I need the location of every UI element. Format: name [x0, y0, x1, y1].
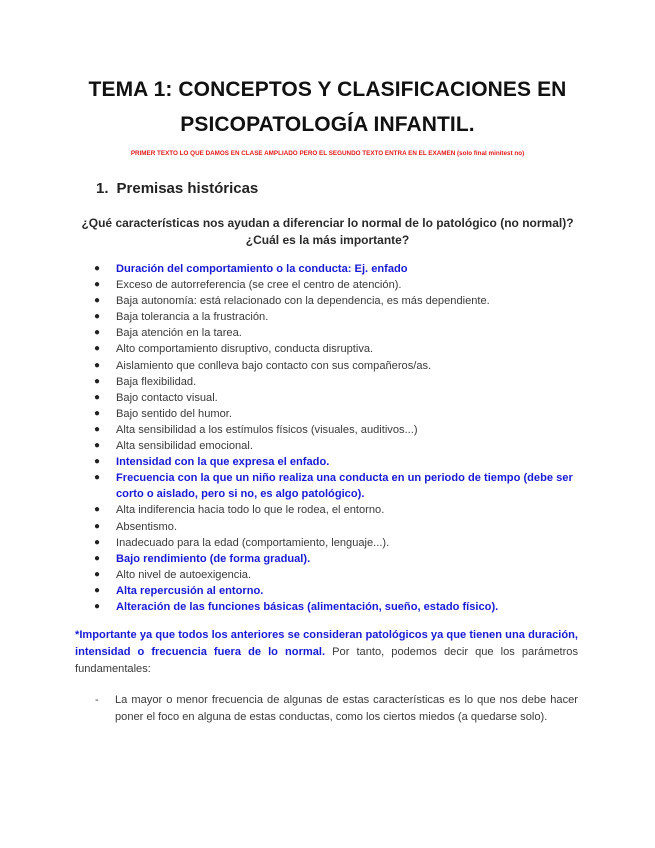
document-title-line-2: PSICOPATOLOGÍA INFANTIL.	[180, 113, 475, 136]
list-item-text: Alta indiferencia hacia todo lo que le rodea, el entorno.	[116, 504, 385, 517]
bullet-icon: ●	[94, 375, 101, 387]
section-heading	[96, 180, 258, 197]
list-item-text: Intensidad con la que expresa el enfado.	[116, 456, 330, 469]
list-item	[0, 551, 655, 567]
list-item-text: Bajo contacto visual.	[116, 391, 218, 404]
list-item	[0, 293, 655, 309]
exam-note: PRIMER TEXTO LO QUE DAMOS EN CLASE AMPLIADO PERO EL SEGUNDO TEXTO ENTRA EN EL EXAMEN (solo final minitest no)	[130, 150, 525, 157]
list-item	[0, 277, 655, 293]
bullet-icon: ●	[94, 391, 101, 403]
list-item	[0, 374, 655, 390]
dash-list-item	[75, 692, 578, 726]
bullet-icon: ●	[94, 504, 101, 516]
list-item	[0, 454, 655, 470]
list-item	[0, 519, 655, 535]
list-item-text: Duración del comportamiento o la conducta: Ej. enfado	[116, 263, 408, 275]
list-item-text: Baja autonomía: está relacionado con la dependencia, es más dependiente.	[116, 295, 490, 308]
bullet-icon: ●	[94, 343, 101, 355]
bullet-icon: ●	[94, 359, 101, 371]
list-item	[0, 599, 655, 615]
bullet-icon: ●	[94, 520, 101, 532]
section-title: Premisas históricas	[116, 180, 259, 197]
importance-rest: Por tanto, podemos decir que los parámetros fundamentales:	[75, 646, 578, 675]
bullet-icon: ●	[94, 584, 101, 596]
list-item	[0, 325, 655, 341]
list-item-text: Aislamiento que conlleva bajo contacto con sus compañeros/as.	[116, 359, 432, 372]
list-item	[0, 406, 655, 422]
bullet-icon: ●	[94, 552, 101, 564]
list-item-text: Alta sensibilidad emocional.	[116, 440, 253, 453]
list-item-text: Alto comportamiento disruptivo, conducta disruptiva.	[116, 343, 374, 356]
document-title-line-1: TEMA 1: CONCEPTOS Y CLASIFICACIONES EN	[88, 78, 567, 101]
dash-marker: -	[95, 694, 99, 706]
bullet-icon: ●	[94, 311, 101, 323]
bullet-icon: ●	[94, 536, 101, 548]
bullet-icon: ●	[94, 295, 101, 307]
list-item	[0, 422, 655, 438]
list-item	[0, 470, 655, 502]
bullet-icon: ●	[94, 279, 101, 291]
list-item-text: Absentismo.	[116, 520, 178, 533]
list-item-text: Baja flexibilidad.	[116, 375, 197, 388]
list-item-text: Frecuencia con la que un niño realiza una conducta en un periodo de tiempo (debe ser corto o aislado, pero si no, es algo patológico).	[116, 472, 573, 501]
list-item	[0, 438, 655, 454]
importance-paragraph	[75, 627, 578, 678]
bullet-icon: ●	[94, 407, 101, 419]
list-item	[0, 261, 655, 277]
question-text: ¿Qué características nos ayudan a diferenciar lo normal de lo patológico (no normal)? ¿Cuál es la más importante?	[81, 216, 574, 247]
list-item-text: Baja tolerancia a la frustración.	[116, 311, 269, 324]
bullet-icon: ●	[94, 472, 101, 484]
list-item-text: Baja atención en la tarea.	[116, 327, 242, 340]
list-item-text: Alta repercusión al entorno.	[116, 584, 264, 597]
bullet-icon: ●	[94, 423, 101, 435]
list-item	[0, 535, 655, 551]
list-item-text: Alta sensibilidad a los estímulos físicos (visuales, auditivos...)	[116, 423, 418, 436]
bullet-icon: ●	[94, 600, 101, 612]
bullet-icon: ●	[94, 263, 101, 274]
list-item	[0, 390, 655, 406]
list-item-text: Inadecuado para la edad (comportamiento, lenguaje...).	[116, 536, 390, 549]
characteristics-list	[0, 261, 655, 615]
list-item-text: Alto nivel de autoexigencia.	[116, 568, 252, 581]
list-item	[0, 358, 655, 374]
importance-highlight: *Importante ya que todos los anteriores se consideran patológicos ya que tienen una duración, intensidad o frecuencia fuera de lo normal.	[75, 629, 578, 658]
list-item	[0, 502, 655, 518]
bullet-icon: ●	[94, 327, 101, 339]
list-item	[0, 583, 655, 599]
list-item-text: Exceso de autorreferencia (se cree el centro de atención).	[116, 279, 402, 292]
bullet-icon: ●	[94, 456, 101, 468]
dash-item-text: La mayor o menor frecuencia de algunas de estas características es lo que nos debe hacer poner el foco en alguna de estas conductas, como los ciertos miedos (a quedarse solo).	[115, 694, 578, 723]
list-item-text: Bajo rendimiento (de forma gradual).	[116, 552, 311, 565]
bullet-icon: ●	[94, 568, 101, 580]
list-item	[0, 309, 655, 325]
bullet-icon: ●	[94, 440, 101, 452]
list-item	[0, 567, 655, 583]
section-number: 1.	[96, 180, 109, 197]
list-item	[0, 341, 655, 357]
list-item-text: Alteración de las funciones básicas (alimentación, sueño, estado físico).	[116, 600, 499, 613]
list-item-text: Bajo sentido del humor.	[116, 407, 232, 420]
